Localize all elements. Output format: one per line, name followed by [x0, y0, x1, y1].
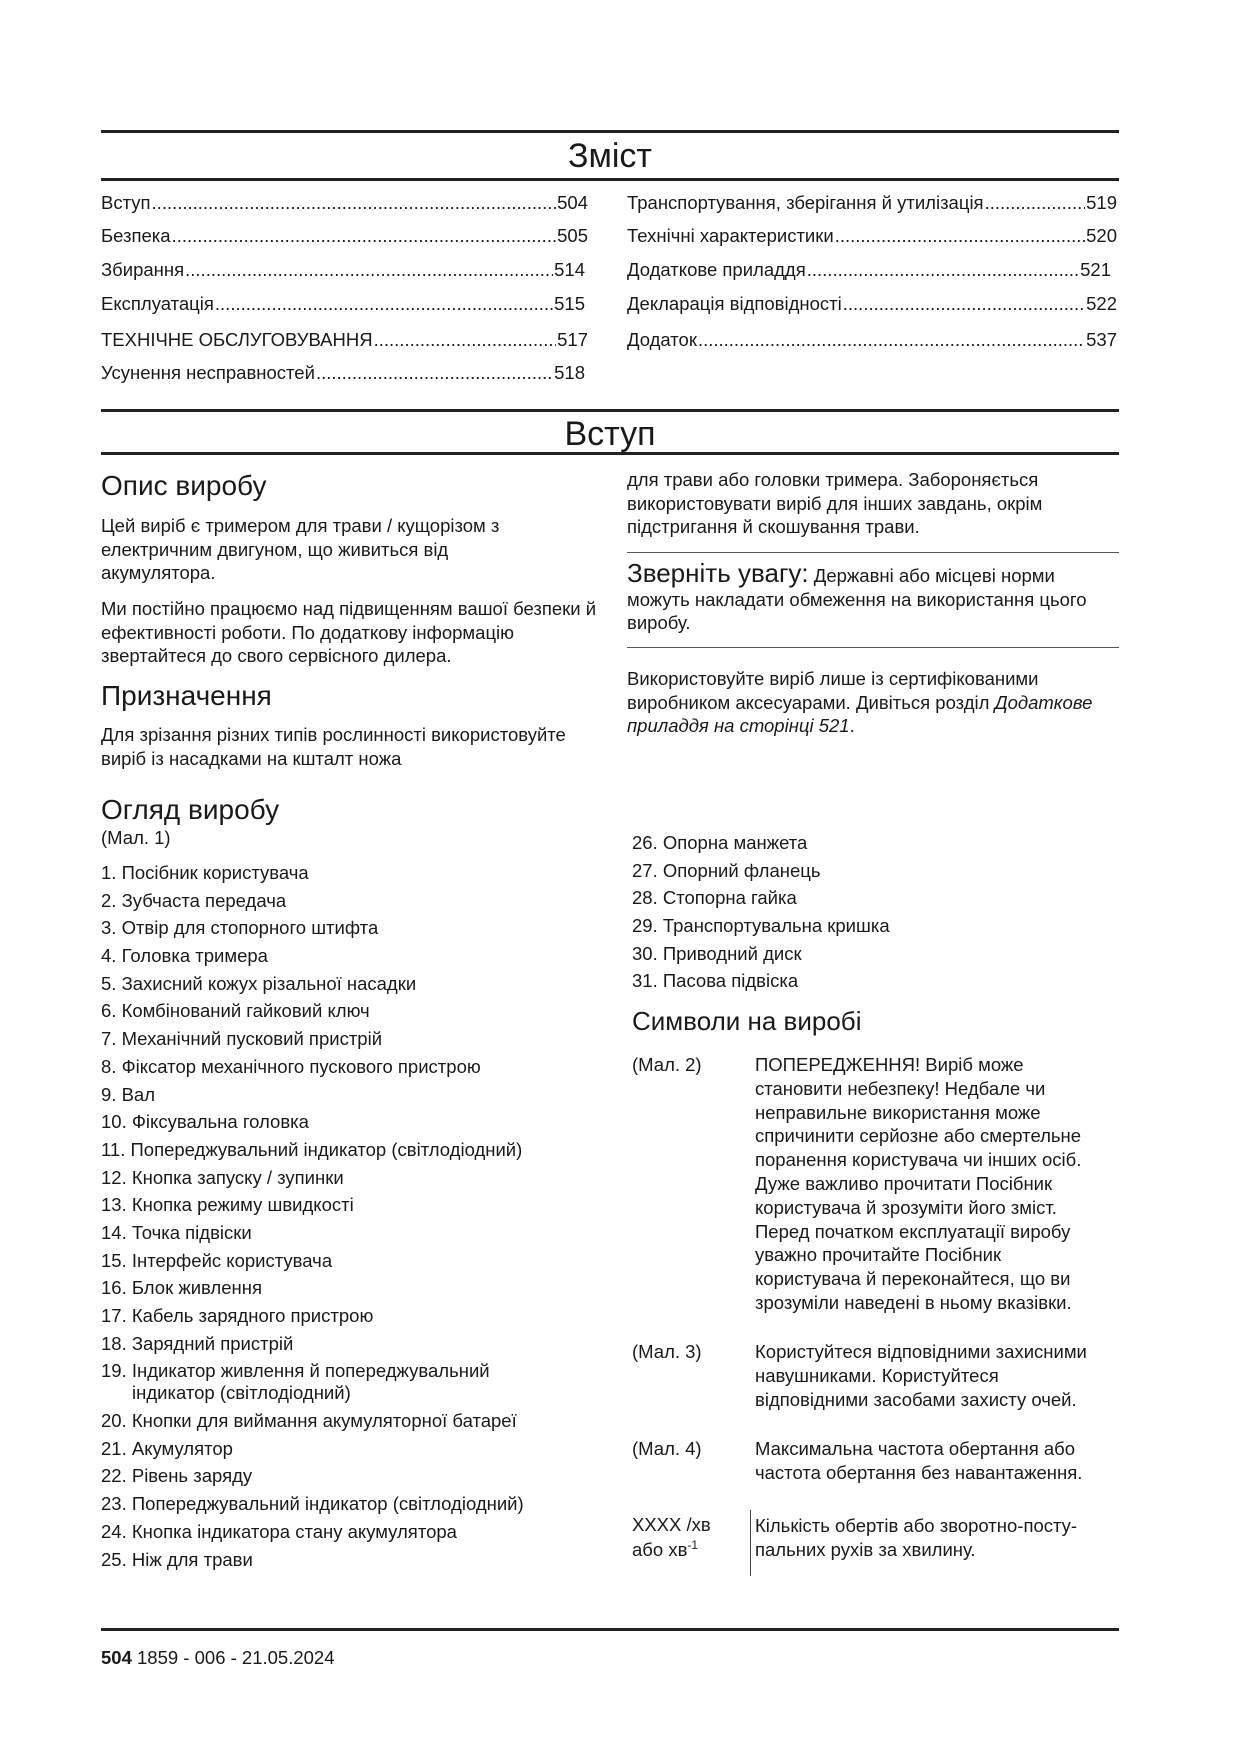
toc-entry-maintenance[interactable]: ТЕХНІЧНЕ ОБСЛУГОВУВАННЯ ..... 517: [101, 329, 588, 351]
list-item: 1. Посібник користувача: [101, 862, 309, 883]
toc-entry-declaration[interactable]: Декларація відповідності ..... 522: [627, 293, 1117, 315]
list-item: 3. Отвір для стопорного штифта: [101, 917, 379, 939]
description-para-1: Цей виріб є тримером для трави / кущорізом з електричним двигуном, що живиться від акумулятора.: [101, 515, 500, 583]
overview-list-right: [632, 832, 1112, 998]
purpose-para-left: Для зрізання різних типів рослинності використовуйте виріб із насадками на кшталт ножа: [101, 724, 566, 769]
list-item: 6. Комбінований гайковий ключ: [101, 1000, 370, 1022]
note-heading: Зверніть увагу:: [627, 558, 809, 588]
list-item: 20. Кнопки для виймання акумуляторної батареї: [101, 1410, 517, 1432]
symbol-unit-divider: [750, 1510, 751, 1576]
toc-entry-accessories[interactable]: Додаткове приладдя ..... 521: [627, 259, 1111, 281]
symbols-heading: Символи на виробі: [632, 1006, 862, 1036]
intro-title-rule: [101, 452, 1119, 455]
overview-heading: Огляд виробу: [101, 794, 280, 825]
overview-fig-ref: (Мал. 1): [101, 827, 171, 848]
toc-entry-operation[interactable]: Експлуатація ..... 515: [101, 293, 585, 315]
list-item: 11. Попереджувальний індикатор (світлодіодний): [101, 1138, 523, 1160]
symbol-text-warning: ПОПЕРЕДЖЕННЯ! Виріб може становити небезпеку! Недбале чи неправильне використання може спричинити серйозне або смертельне поранення користувача чи інших осіб. Дуже важливо прочитати Посібник користувача й зрозуміти його зміст. Перед початком експлуатації виробу уважно прочитайте Посібник користувача й переконайтеся, що ви зрозуміли наведені в ньому вказівки.: [755, 1054, 1082, 1313]
list-item: 24. Кнопка індикатора стану акумулятора: [101, 1520, 457, 1542]
note-block: [627, 558, 1107, 635]
purpose-heading: Призначення: [101, 680, 272, 711]
list-item: 4. Головка тримера: [101, 945, 268, 967]
list-item: 10. Фіксувальна головка: [101, 1111, 309, 1133]
toc-entry-troubleshooting[interactable]: Усунення несправностей ..... 518: [101, 362, 585, 384]
note-text: Державні або місцеві норми можуть накладати обмеження на використання цього виробу.: [627, 565, 1087, 633]
toc-top-rule: [101, 130, 1119, 133]
purpose-para-right: для трави або головки тримера. Забороняється використовувати виріб для інших завдань, окрім підстригання й скошування трави.: [627, 469, 1043, 537]
footer: [101, 1647, 335, 1669]
list-item: 16. Блок живлення: [101, 1277, 262, 1299]
list-item: 17. Кабель зарядного пристрою: [101, 1305, 374, 1326]
list-item: 25. Ніж для трави: [101, 1548, 253, 1570]
toc-entry-intro[interactable]: Вступ ..... 504: [101, 192, 588, 214]
intro-top-rule: [101, 409, 1119, 412]
list-item: 7. Механічний пусковий пристрій: [101, 1028, 383, 1050]
list-item: 26. Опорна манжета: [632, 832, 808, 853]
list-item: 29. Транспортувальна кришка: [632, 915, 890, 937]
symbol-ref-fig4: (Мал. 4): [632, 1438, 702, 1459]
list-item: 30. Приводний диск: [632, 942, 802, 964]
toc-title: Зміст: [567, 137, 653, 175]
symbol-ref-fig2: (Мал. 2): [632, 1054, 702, 1075]
toc-entry-safety[interactable]: Безпека ..... 505: [101, 225, 588, 247]
overview-list-left: [101, 862, 611, 1576]
accessories-para: Використовуйте виріб лише із сертифікованими виробником аксесуарами. Дивіться розділ Додаткове приладдя на сторінці 521.: [627, 668, 1093, 736]
note-top-rule: [627, 552, 1119, 553]
list-item: 21. Акумулятор: [101, 1437, 233, 1459]
list-item: 2. Зубчаста передача: [101, 889, 287, 911]
list-item: 12. Кнопка запуску / зупинки: [101, 1166, 344, 1188]
description-heading: Опис виробу: [101, 470, 267, 501]
note-bottom-rule: [627, 647, 1119, 648]
toc-entry-technical-data[interactable]: Технічні характеристики ..... 520: [627, 225, 1117, 247]
list-item: 23. Попереджувальний індикатор (світлодіодний): [101, 1493, 524, 1515]
list-item: 15. Інтерфейс користувача: [101, 1249, 333, 1271]
list-item: 19. Індикатор живлення й попереджувальний індикатор (світлодіодний): [101, 1360, 490, 1404]
symbol-ref-fig3: (Мал. 3): [632, 1341, 702, 1362]
list-item: 9. Вал: [101, 1083, 155, 1105]
symbol-unit-label: XXXX /хв або $хв^{-1}$: [632, 1514, 711, 1561]
footer-doc-id: 1859 - 006 - 21.05.2024: [137, 1647, 335, 1668]
list-item: 31. Пасова підвіска: [632, 970, 799, 992]
symbol-text-protection: Користуйтеся відповідними захисними навушниками. Користуйтеся відповідними засобами захисту очей.: [755, 1341, 1087, 1410]
list-item: 18. Зарядний пристрій: [101, 1332, 294, 1354]
list-item: 8. Фіксатор механічного пускового пристрою: [101, 1055, 481, 1077]
symbol-text-speed: Максимальна частота обертання або частота обертання без навантаження.: [755, 1438, 1083, 1483]
list-item: 5. Захисний кожух різальної насадки: [101, 972, 417, 994]
list-item: 22. Рівень заряду: [101, 1465, 253, 1487]
toc-entry-assembly[interactable]: Збирання ..... 514: [101, 259, 585, 281]
list-item: 28. Стопорна гайка: [632, 887, 797, 909]
intro-title: Вступ: [564, 415, 656, 453]
list-item: 27. Опорний фланець: [632, 859, 821, 881]
toc-title-rule: [101, 178, 1119, 181]
toc-entry-appendix[interactable]: Додаток ..... 537: [627, 329, 1117, 351]
list-item: 13. Кнопка режиму швидкості: [101, 1194, 354, 1216]
description-para-2: Ми постійно працюємо над підвищенням вашої безпеки й ефективності роботи. По додаткову інформацію звертайтеся до свого сервісного дилера.: [101, 598, 597, 666]
footer-page-number: 504: [101, 1647, 132, 1668]
toc-entry-transport[interactable]: Транспортування, зберігання й утилізація ..... 519: [627, 192, 1117, 214]
symbol-text-unit: Кількість обертів або зворотно-посту- пальних рухів за хвилину.: [755, 1515, 1078, 1560]
accessories-link[interactable]: Додаткове приладдя на сторінці 521: [627, 691, 1093, 736]
list-item: 14. Точка підвіски: [101, 1221, 252, 1243]
footer-rule: [101, 1628, 1119, 1631]
